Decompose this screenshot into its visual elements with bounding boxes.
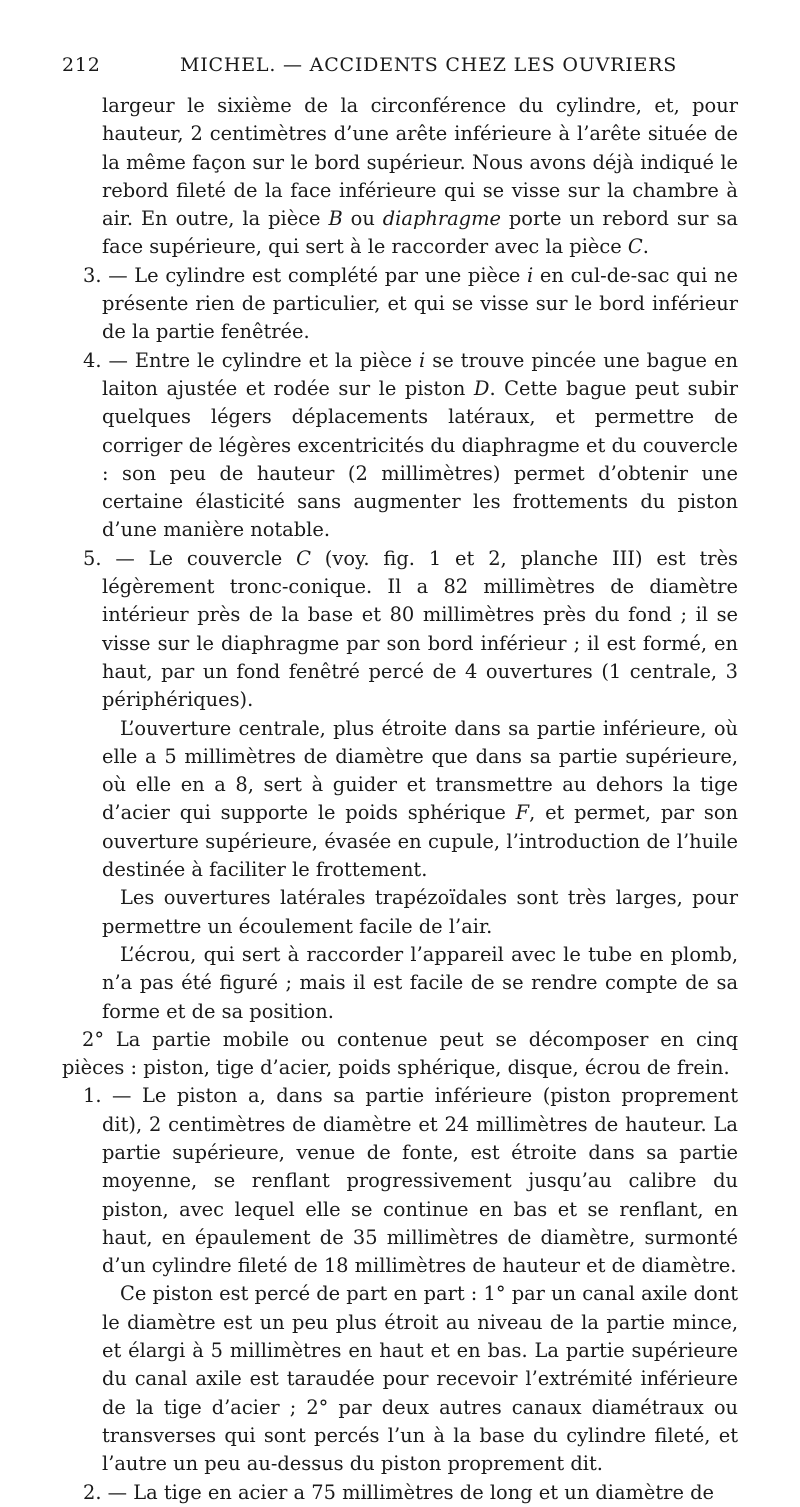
italic-text: diaphragme [382, 207, 501, 231]
italic-text: i [419, 348, 426, 372]
paragraph-p8 [62, 1026, 738, 1083]
text-segment: 2° La partie mobile ou contenue peut se décomposer en cinq pièces : piston, tige d’acier, poids sphérique, disque, écrou de frein. [62, 1027, 738, 1080]
text-segment: . Cette bague peut subir quelques légers déplacements latéraux, et permettre de corriger de légères excentricités du diaphragme et du couvercle : son peu de hauteur (2 millimètres) permet d’obtenir une certaine élasticité sans augmenter les frottements du piston d’une manière notable. [102, 376, 738, 542]
text-segment: Les ouvertures latérales trapézoïdales sont très larges, pour permettre un écoulement facile de l’air. [102, 886, 738, 938]
text-segment: (voy. fig. 1 et 2, planche III) est très légèrement tronc-conique. Il a 82 millimètres de diamètre intérieur près de la base et 80 millimètres près du fond ; il se visse sur le diaphragme par son bord inférieur ; il est formé, en haut, par un fond fenêtré percé de 4 ouvertures (1 centrale, 3 périphériques). [102, 546, 738, 712]
paragraph-p10 [62, 1280, 738, 1478]
text-segment: 5. — Le couvercle [83, 546, 297, 570]
italic-text: i [527, 263, 534, 287]
text-segment: 1. — Le piston a, dans sa partie inférieure (piston proprement dit), 2 centimètres de diamètre et 24 millimètres de hauteur. La partie supérieure, venue de fonte, est étroite dans sa partie moyenne, se renflant progressivement jusqu’au calibre du piston, avec lequel elle se continue en bas et se renflant, en haut, en épaulement de 35 millimètres de diamètre, surmonté d’un cylindre fileté de 18 millimètres de hauteur et de diamètre. [83, 1084, 738, 1278]
paragraph-p4 [62, 545, 738, 715]
text-segment: en cul-de-sac qui ne présente rien de particulier, et qui se visse sur le bord inférieur de la partie fenêtrée. [102, 263, 738, 344]
paragraph-p7 [62, 941, 738, 1026]
paragraph-p5 [62, 715, 738, 885]
text-segment: 2. — La tige en acier a 75 millimètres de long et un diamètre de [83, 1480, 714, 1504]
page-number: 212 [62, 54, 101, 76]
text-segment: porte un rebord sur sa face supérieure, qui sert à le raccorder avec la pièce [102, 207, 738, 259]
italic-text: C [296, 546, 311, 570]
italic-text: D [473, 376, 490, 400]
running-head: MICHEL. — ACCIDENTS CHEZ LES OUVRIERS [180, 54, 678, 76]
text-segment: , et permet, par son ouverture supérieure, évasée en cupule, l’introduction de l’huile destinée à faciliter le frottement. [102, 801, 738, 882]
paragraph-p3 [62, 347, 738, 545]
paragraph-p6 [62, 884, 738, 941]
text-segment: ou [342, 207, 383, 231]
body-text [62, 92, 738, 1507]
text-segment: . [642, 235, 649, 259]
text-segment: 3. — Le cylindre est complété par une pièce [83, 263, 528, 287]
paragraph-p2 [62, 262, 738, 347]
text-segment: se trouve pincée une bague en laiton ajustée et rodée sur le piston [102, 348, 738, 400]
paragraph-p1 [62, 92, 738, 262]
text-segment: L’ouverture centrale, plus étroite dans sa partie inférieure, où elle a 5 millimètres de diamètre que dans sa partie supérieure, où elle en a 8, sert à guider et transmettre au dehors la tige d’acier qui supporte le poids sphérique [102, 716, 738, 825]
text-segment: Ce piston est percé de part en part : 1° par un canal axile dont le diamètre est un peu plus étroit au niveau de la partie mince, et élargi à 5 millimètres en haut et en bas. La partie supérieure du canal axile est taraudée pour recevoir l’extrémité inférieure de la tige d’acier ; 2° par deux autres canaux diamétraux ou transverses qui sont percés l’un à la base du cylindre fileté, et l’autre un peu au-dessus du piston proprement dit. [102, 1282, 738, 1476]
page-header [62, 54, 738, 84]
text-segment: L’écrou, qui sert à raccorder l’appareil avec le tube en plomb, n’a pas été figuré ; mais il est facile de se rendre compte de sa forme et de sa position. [102, 942, 738, 1023]
text-segment: largeur le sixième de la circonférence du cylindre, et, pour hauteur, 2 centimètres d’une arête inférieure à l’arête située de la même façon sur le bord supérieur. Nous avons déjà indiqué le rebord fileté de la face inférieure qui se visse sur la chambre à air. En outre, la pièce [102, 94, 738, 231]
italic-text: C [627, 235, 643, 259]
italic-text: F [515, 801, 530, 825]
text-segment: 4. — Entre le cylindre et la pièce [83, 348, 420, 372]
paragraph-p9 [62, 1082, 738, 1280]
italic-text: B [328, 207, 343, 231]
paragraph-p11 [62, 1479, 738, 1507]
